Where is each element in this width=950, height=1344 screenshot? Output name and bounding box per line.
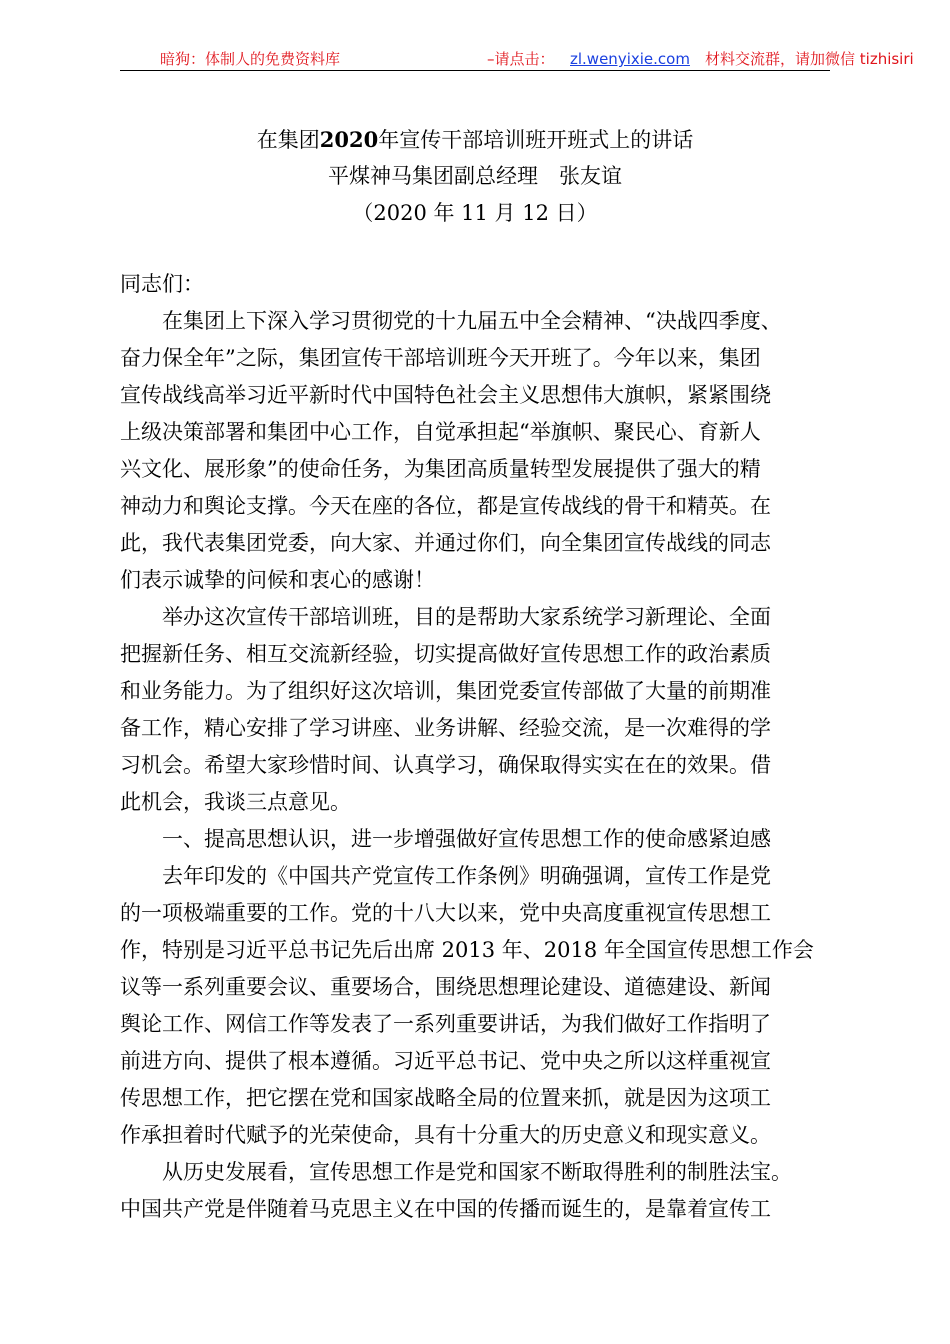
body-line: 在集团上下深入学习贯彻党的十九届五中全会精神、“决战四季度、 — [162, 309, 782, 333]
body-line: 从历史发展看，宣传思想工作是党和国家不断取得胜利的制胜法宝。 — [162, 1160, 792, 1184]
body-line: 传思想工作，把它摆在党和国家战略全局的位置来抓，就是因为这项工 — [120, 1086, 771, 1110]
body-line: 备工作，精心安排了学习讲座、业务讲解、经验交流，是一次难得的学 — [120, 716, 771, 740]
body-line: 上级决策部署和集团中心工作，自觉承担起“举旗帜、聚民心、育新人 — [120, 420, 761, 444]
body-line: 议等一系列重要会议、重要场合，围绕思想理论建设、道德建设、新闻 — [120, 975, 771, 999]
body-line: 举办这次宣传干部培训班，目的是帮助大家系统学习新理论、全面 — [162, 605, 771, 629]
header-brand: 暗狗：体制人的免费资料库 — [160, 50, 341, 68]
body-line: 们表示诚挚的问候和衷心的感谢！ — [120, 568, 435, 592]
body-line: 把握新任务、相互交流新经验，切实提高做好宣传思想工作的政治素质 — [120, 642, 771, 666]
document-speaker: 平煤神马集团副总经理 张友谊 — [328, 164, 622, 188]
body-line: 此，我代表集团党委，向大家、并通过你们，向全集团宣传战线的同志 — [120, 531, 771, 555]
body-line: 去年印发的《中国共产党宣传工作条例》明确强调，宣传工作是党 — [162, 864, 771, 888]
body-line: 和业务能力。为了组织好这次培训，集团党委宣传部做了大量的前期准 — [120, 679, 771, 703]
body-line: 此机会，我谈三点意见。 — [120, 790, 351, 814]
body-line: 习机会。希望大家珍惜时间、认真学习，确保取得实实在在的效果。借 — [120, 753, 771, 777]
body-line: 舆论工作、网信工作等发表了一系列重要讲话，为我们做好工作指明了 — [120, 1012, 771, 1036]
document-date: （2020 年 11 月 12 日） — [352, 201, 598, 225]
body-line: 宣传战线高举习近平新时代中国特色社会主义思想伟大旗帜，紧紧围绕 — [120, 383, 771, 407]
header-click-prompt: –请点击： — [487, 50, 555, 68]
header-wechat-note: 材料交流群，请加微信 tizhisiri — [705, 50, 914, 68]
body-line: 奋力保全年”之际，集团宣传干部培训班今天开班了。今年以来，集团 — [120, 346, 761, 370]
body-line: 中国共产党是伴随着马克思主义在中国的传播而诞生的，是靠着宣传工 — [120, 1197, 771, 1221]
body-line: 神动力和舆论支撑。今天在座的各位，都是宣传战线的骨干和精英。在 — [120, 494, 771, 518]
header-divider — [120, 70, 830, 71]
body-line: 作，特别是习近平总书记先后出席 2013 年、2018 年全国宣传思想工作会 — [120, 938, 814, 962]
header-link[interactable]: zl.wenyixie.com — [570, 50, 690, 68]
body-line: 的一项极端重要的工作。党的十八大以来，党中央高度重视宣传思想工 — [120, 901, 771, 925]
header-banner — [120, 47, 914, 71]
body-line: 前进方向、提供了根本遵循。习近平总书记、党中央之所以这样重视宣 — [120, 1049, 771, 1073]
body-line: 兴文化、展形象”的使命任务，为集团高质量转型发展提供了强大的精 — [120, 457, 761, 481]
body-line: 作承担着时代赋予的光荣使命，具有十分重大的历史意义和现实意义。 — [120, 1123, 771, 1147]
document-title: 在集团2020年宣传干部培训班开班式上的讲话 — [256, 127, 694, 152]
salutation: 同志们： — [120, 272, 204, 296]
section-heading: 一、提高思想认识，进一步增强做好宣传思想工作的使命感紧迫感 — [162, 827, 771, 851]
